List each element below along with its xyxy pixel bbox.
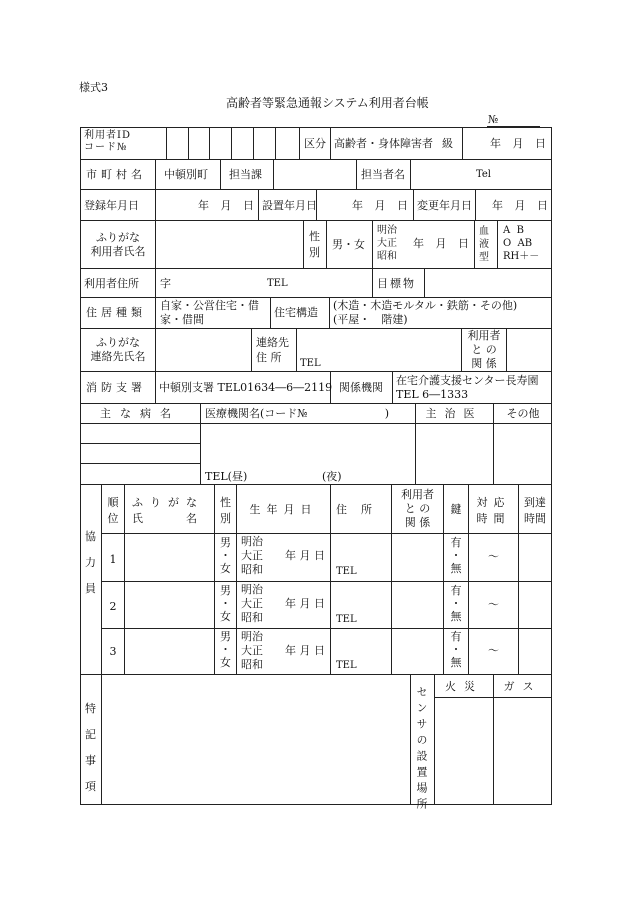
fire-station-value: 中頓別支署 TEL01634―6―2119 [159, 381, 333, 394]
coop-row-1-key: 有 ・ 無 [450, 536, 462, 575]
coop-row-2-tilde: ～ [488, 598, 499, 611]
institution-label: 医療機関名(コード№ ) [205, 407, 389, 420]
reg-date-label: 登録年月日 [84, 199, 139, 212]
aza-label: 字 [160, 277, 171, 290]
address-tel: TEL [267, 278, 288, 289]
other-label: その他 [506, 407, 540, 420]
sensor-location-label: センサの設置場所 [415, 686, 428, 814]
coop-birth-label: 生年月日 [249, 503, 318, 516]
coop-row-1-birth: 明治 大正 年 月 日 昭和 [241, 535, 325, 576]
fire-station-label: 消防支署 [86, 381, 146, 394]
tel-night: (夜) [322, 470, 342, 483]
blood-label: 血 液 型 [479, 226, 489, 263]
coop-response-label: 対応 時間 [476, 496, 511, 525]
user-id-label: 利用者ID コード№ [84, 130, 131, 153]
order-label: 順 位 [107, 496, 119, 525]
sex-label: 性 別 [309, 230, 320, 259]
form-id: 様式3 [79, 81, 108, 94]
birth-date: 年 月 日 [413, 237, 473, 250]
house-type-value: 自家・公営住宅・借 家・借間 [160, 299, 259, 326]
coop-row-3-birth: 明治 大正 年 月 日 昭和 [241, 630, 325, 671]
coop-row-2-tel: TEL [336, 614, 357, 625]
fire-sensor-label: 火災 [445, 680, 483, 693]
address-label: 利用者住所 [84, 277, 139, 290]
kubun-label: 区分 [304, 137, 326, 150]
form-title: 高齢者等緊急通報システム利用者台帳 [226, 96, 429, 110]
coop-row-2-sex: 男 ・ 女 [220, 584, 231, 623]
doctor-label: 主治医 [425, 407, 483, 420]
birth-era: 明治 大正 昭和 [377, 225, 397, 262]
municipality-label: 市町村名 [86, 168, 146, 181]
coop-name-label: ふりがな 氏 名 [132, 496, 204, 525]
blood-values: A B O AB RH＋－ [503, 225, 540, 262]
notes-section-label: 特 記 事 項 [85, 702, 96, 793]
change-date-label: 変更年月日 [417, 199, 472, 212]
contact-address-label: 連絡先 住 所 [256, 336, 289, 364]
coop-key-label: 鍵 [450, 503, 462, 516]
coop-row-1-tilde: ～ [488, 550, 499, 563]
staff-label: 担当者名 [361, 168, 405, 181]
number-label: № [488, 113, 499, 126]
row2-tel: Tel [476, 169, 492, 180]
dept-label: 担当課 [229, 168, 262, 181]
coop-arrival-label: 到達 時間 [524, 496, 546, 525]
coop-address-label: 住所 [336, 503, 386, 516]
contact-name-label: ふりがな 連絡先氏名 [90, 336, 146, 363]
coop-row-3-key: 有 ・ 無 [450, 630, 462, 669]
coop-row-3-tel: TEL [336, 660, 357, 671]
coop-row-1-tel: TEL [336, 566, 357, 577]
coop-relation-label: 利用者 と の 関 係 [401, 488, 434, 529]
change-date-value: 年 月 日 [492, 199, 552, 212]
coop-row-2-num: 2 [109, 600, 117, 613]
install-date-label: 設置年月日 [262, 199, 317, 212]
coop-row-2-birth: 明治 大正 年 月 日 昭和 [241, 583, 325, 624]
agency-label: 関係機関 [339, 381, 383, 394]
coop-row-2-key: 有 ・ 無 [450, 584, 462, 623]
house-type-label: 住居種類 [86, 306, 146, 319]
row1-date: 年 月 日 [490, 137, 550, 150]
gas-sensor-label: ガス [503, 680, 542, 693]
reg-date-value: 年 月 日 [198, 199, 258, 212]
municipality-value: 中頓別町 [164, 168, 208, 181]
agency-value: 在宅介護支援センター長寿園 TEL 6―1333 [396, 374, 539, 401]
contact-tel: TEL [300, 358, 321, 369]
structure-label: 住宅構造 [274, 306, 318, 319]
disease-label: 主な病名 [100, 407, 180, 420]
landmark-label: 目標物 [377, 277, 416, 290]
coop-row-3-num: 3 [109, 645, 117, 658]
contact-relation-label: 利用者 と の 関 係 [467, 329, 501, 370]
user-name-label: ふりがな 利用者氏名 [90, 231, 146, 258]
coop-row-1-sex: 男 ・ 女 [220, 536, 231, 575]
tel-day: TEL(昼) [205, 470, 248, 483]
sex-value: 男・女 [332, 238, 365, 251]
coop-row-3-tilde: ～ [488, 644, 499, 657]
coop-row-1-num: 1 [109, 553, 117, 566]
category-value: 高齢者・身体障害者 [334, 137, 433, 150]
grade-label: 級 [442, 137, 453, 150]
structure-value: (木造・木造モルタル・鉄筋・その他) (平屋・ 階建) [333, 299, 518, 326]
coop-sex-label: 性 別 [220, 496, 231, 525]
coop-row-3-sex: 男 ・ 女 [220, 630, 231, 669]
install-date-value: 年 月 日 [352, 199, 412, 212]
cooperators-section-label: 協 力 員 [85, 530, 96, 595]
